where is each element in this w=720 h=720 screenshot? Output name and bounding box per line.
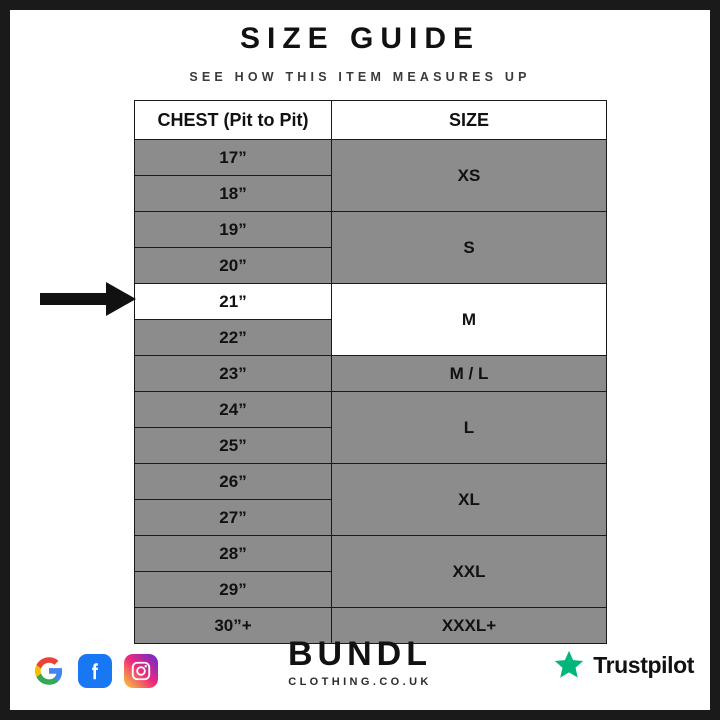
size-table [134, 100, 607, 644]
footer [10, 626, 710, 696]
brand-website: CLOTHING.CO.UK [288, 676, 432, 688]
star-icon [552, 648, 586, 682]
cell-chest: 26” [135, 464, 332, 500]
cell-size: XXL [332, 536, 607, 608]
cell-size: M [332, 284, 607, 356]
cell-chest: 30”+ [135, 608, 332, 644]
cell-chest: 21” [135, 284, 332, 320]
cell-size: L [332, 392, 607, 464]
cell-chest: 22” [135, 320, 332, 356]
cell-chest: 17” [135, 140, 332, 176]
table-header-row [135, 101, 607, 140]
cell-chest: 25” [135, 428, 332, 464]
selected-size-arrow-icon [40, 282, 136, 316]
cell-size: XS [332, 140, 607, 212]
cell-size: S [332, 212, 607, 284]
trustpilot-badge[interactable] [552, 648, 694, 682]
table-row [135, 464, 607, 500]
trustpilot-label: Trustpilot [593, 651, 694, 678]
cell-chest: 20” [135, 248, 332, 284]
table-row [135, 356, 607, 392]
table-row-highlighted [135, 284, 607, 320]
table-row [135, 392, 607, 428]
table-row [135, 536, 607, 572]
page-title: SIZE GUIDE [239, 22, 481, 55]
cell-chest: 24” [135, 392, 332, 428]
cell-size: XXXL+ [332, 608, 607, 644]
cell-chest: 28” [135, 536, 332, 572]
table-row [135, 140, 607, 176]
table-row [135, 212, 607, 248]
cell-chest: 18” [135, 176, 332, 212]
brand-name: BUNDL [288, 635, 432, 673]
cell-chest: 29” [135, 572, 332, 608]
cell-chest: 19” [135, 212, 332, 248]
column-header-chest: CHEST (Pit to Pit) [135, 101, 332, 140]
cell-chest: 27” [135, 500, 332, 536]
cell-size: XL [332, 464, 607, 536]
page-subtitle: SEE HOW THIS ITEM MEASURES UP [189, 70, 531, 84]
size-table-wrap [134, 100, 604, 644]
cell-chest: 23” [135, 356, 332, 392]
column-header-size: SIZE [332, 101, 607, 140]
cell-size: M / L [332, 356, 607, 392]
